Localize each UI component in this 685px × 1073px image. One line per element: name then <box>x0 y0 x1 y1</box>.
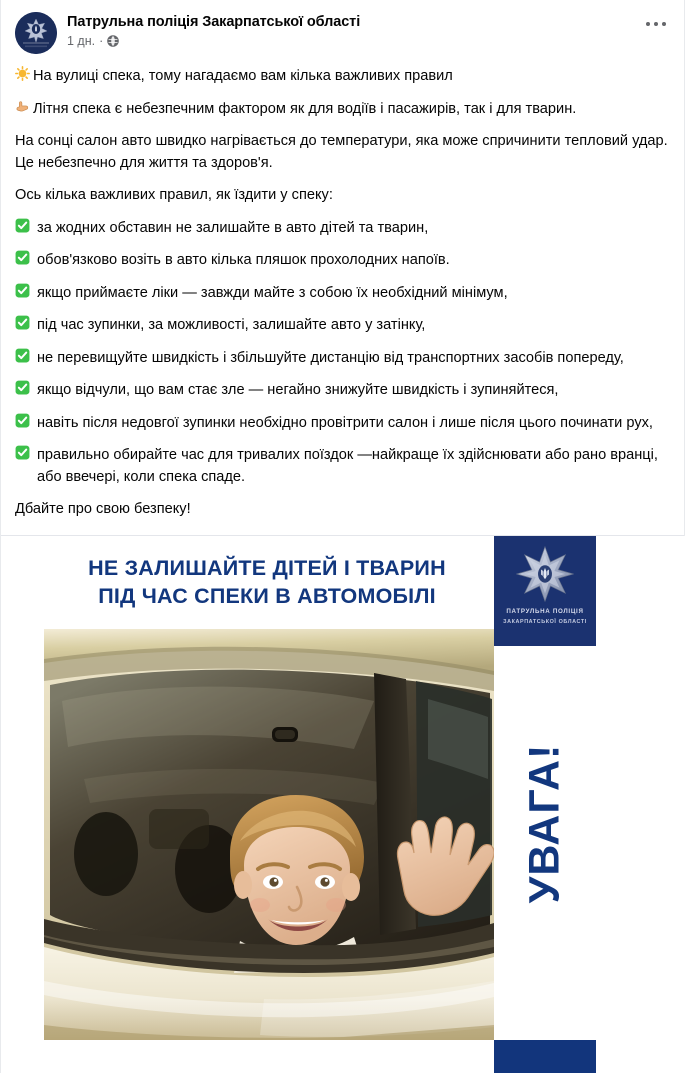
check-mark-emoji <box>15 283 34 305</box>
check-mark-emoji <box>15 348 34 370</box>
ellipsis-dot <box>654 22 658 26</box>
post-bullet-line <box>15 380 670 402</box>
post-bullet-line <box>15 348 670 370</box>
post-bullet-line <box>15 315 670 337</box>
post-header <box>1 0 684 60</box>
post-text: якщо приймаєте ліки — завжди майте з собою їх необхідний мінімум, <box>37 284 508 301</box>
post-text: під час зупинки, за можливості, залишайте авто у затінку, <box>37 317 426 333</box>
avatar[interactable] <box>15 12 57 54</box>
post-text: Дбайте про свою безпеку! <box>15 501 191 517</box>
post-text: за жодних обставин не залишайте в авто дітей та тварин, <box>37 219 429 236</box>
poster-photo <box>44 629 494 1040</box>
poster-blue-block <box>494 1040 596 1073</box>
post-bullet-line <box>15 283 670 305</box>
post-text: На сонці салон авто швидко нагрівається до температури, яка може спричинити тепловий удар. Це небезпечно для життя та здоров'я. <box>15 133 668 171</box>
post-paragraph <box>15 499 670 521</box>
check-mark-emoji <box>15 380 34 402</box>
globe-icon[interactable] <box>107 35 119 47</box>
ellipsis-dot <box>662 22 666 26</box>
sun-emoji <box>15 66 33 88</box>
poster-attention-text <box>494 646 596 1001</box>
badge-text-line1: ПАТРУЛЬНА ПОЛІЦІЯ <box>506 607 584 615</box>
poster-headline-line1: НЕ ЗАЛИШАЙТЕ ДІТЕЙ І ТВАРИН <box>88 555 446 580</box>
ellipsis-dot <box>646 22 650 26</box>
post-text: Ось кілька важливих правил, як їздити у спеку: <box>15 187 333 203</box>
post-text: Літня спека є небезпечним фактором як для водіїв і пасажирів, так і для тварин. <box>33 100 577 117</box>
post-bullet-line <box>15 99 670 121</box>
pointing-up-emoji <box>15 99 33 121</box>
post-text: правильно обирайте час для тривалих поїздок —найкраще їх здійснювати або рано вранці, або ввечері, коли спека спаде. <box>37 447 658 485</box>
post-text: не перевищуйте швидкість і збільшуйте дистанцію від транспортних засобів попереду, <box>37 349 624 366</box>
check-mark-emoji <box>15 218 34 240</box>
poster-headline <box>47 554 487 610</box>
poster-police-badge <box>494 536 596 646</box>
post-meta <box>67 33 360 49</box>
post-text: навіть після недовгої зупинки необхідно провітрити салон і лише після цього починати рух, <box>37 414 653 431</box>
police-star-icon <box>516 545 574 603</box>
post-options-button[interactable] <box>646 22 666 26</box>
post-text: обов'язково возіть в авто кілька пляшок прохолодних напоїв. <box>37 252 450 268</box>
post-text-body <box>1 60 684 535</box>
post-bullet-line <box>15 218 670 240</box>
check-mark-emoji <box>15 315 34 337</box>
page-name[interactable]: Патрульна поліція Закарпатської області <box>67 14 361 30</box>
post-text: На вулиці спека, тому нагадаємо вам кілька важливих правил <box>33 68 453 84</box>
check-mark-emoji <box>15 250 34 272</box>
post-bullet-line <box>15 445 670 488</box>
post-attached-image[interactable] <box>1 536 685 1073</box>
poster-headline-line2: ПІД ЧАС СПЕКИ В АВТОМОБІЛІ <box>98 583 436 608</box>
post-paragraph <box>15 131 670 174</box>
badge-text-line2: ЗАКАРПАТСЬКОЇ ОБЛАСТІ <box>503 618 587 625</box>
meta-separator: · <box>99 34 104 48</box>
post-bullet-line <box>15 413 670 435</box>
post-bullet-line <box>15 66 670 88</box>
poster-attention-label: УВАГА! <box>520 743 569 903</box>
post-bullet-line <box>15 250 670 272</box>
post-paragraph <box>15 185 670 207</box>
post-timestamp[interactable]: 1 дн. <box>67 34 96 48</box>
check-mark-emoji <box>15 413 34 435</box>
check-mark-emoji <box>15 445 34 467</box>
post-author-block <box>67 12 360 49</box>
post-text: якщо відчули, що вам стає зле — негайно знижуйте швидкість і зупиняйтеся, <box>37 382 559 398</box>
